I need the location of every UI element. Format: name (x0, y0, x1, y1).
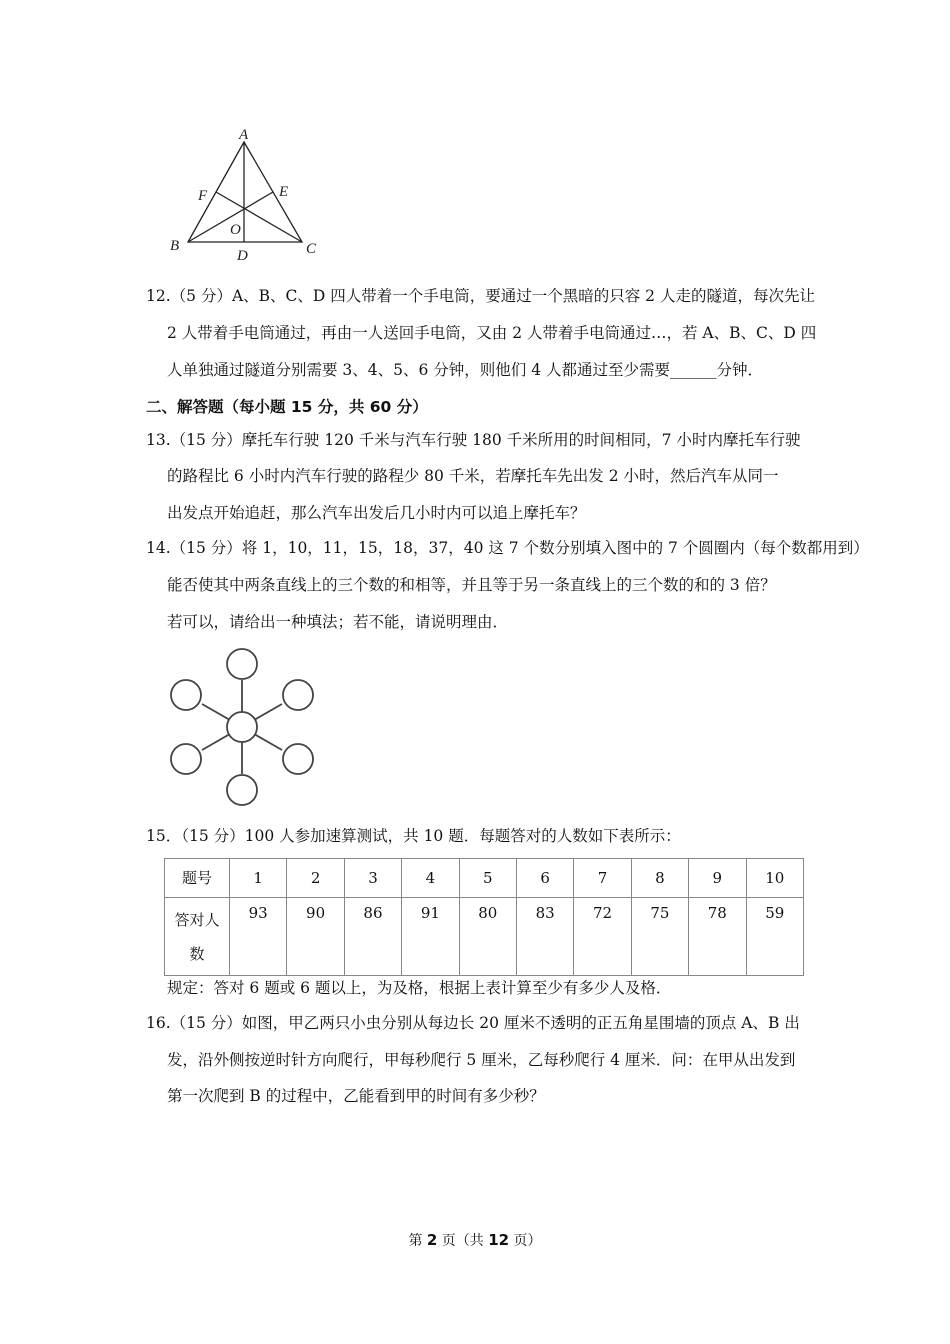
q15-line1: 15．（15 分）100 人参加速算测试，共 10 题．每题答对的人数如下表所示： (146, 827, 681, 845)
circle-bottom (227, 775, 257, 805)
label-c: C (306, 241, 317, 257)
table-col-4: 4 (402, 859, 459, 898)
table-header-label: 题号 (165, 859, 230, 898)
q12-line1: 12.（5 分）A、B、C、D 四人带着一个手电筒，要通过一个黑暗的只容 2 人走的隧道，每次先让 (146, 287, 815, 305)
q13-line1: 13.（15 分）摩托车行驶 120 千米与汽车行驶 180 千米所用的时间相同，7 小时内摩托车行驶 (146, 431, 801, 449)
table-value-4: 91 (402, 898, 459, 976)
table-col-7: 7 (574, 859, 631, 898)
circle-upper-left (171, 680, 201, 710)
page-footer: 第 2 页（共 12 页） (408, 1231, 542, 1249)
q16-line2: 发，沿外侧按逆时针方向爬行，甲每秒爬行 5 厘米，乙每秒爬行 4 厘米．问：在甲从出发到 (167, 1051, 796, 1069)
table-value-9: 78 (689, 898, 746, 976)
circle-top (227, 649, 257, 679)
q14-line3: 若可以，请给出一种填法；若不能，请说明理由． (167, 613, 509, 631)
q14-line1: 14.（15 分）将 1，10，11，15，18，37，40 这 7 个数分别填入图中的 7 个圆圈内（每个数都用到） (146, 539, 869, 557)
table-value-8: 75 (631, 898, 688, 976)
q15-rule: 规定：答对 6 题或 6 题以上，为及格，根据上表计算至少有多少人及格． (167, 979, 672, 997)
table-col-10: 10 (746, 859, 803, 898)
circle-lower-right (283, 744, 313, 774)
table-col-2: 2 (287, 859, 344, 898)
table-value-5: 80 (459, 898, 516, 976)
label-e: E (279, 184, 289, 200)
q13-line3: 出发点开始追赶，那么汽车出发后几小时内可以追上摩托车？ (167, 504, 586, 522)
triangle-figure (160, 122, 330, 267)
label-a: A (239, 127, 249, 143)
circles-figure (160, 640, 330, 815)
table-row-values (165, 898, 804, 976)
table-value-10: 59 (746, 898, 803, 976)
table-col-5: 5 (459, 859, 516, 898)
label-f: F (198, 188, 208, 204)
circle-center (227, 712, 257, 742)
q16-line3: 第一次爬到 B 的过程中，乙能看到甲的时间有多少秒？ (167, 1087, 545, 1105)
table-row-label: 答对人 数 (165, 898, 230, 976)
table-value-7: 72 (574, 898, 631, 976)
circle-lower-left (171, 744, 201, 774)
q14-line2: 能否使其中两条直线上的三个数的和相等，并且等于另一条直线上的三个数的和的 3 倍？ (167, 576, 776, 594)
q13-line2: 的路程比 6 小时内汽车行驶的路程少 80 千米，若摩托车先出发 2 小时，然后汽车从同一 (167, 467, 779, 485)
table-col-6: 6 (516, 859, 573, 898)
table-col-8: 8 (631, 859, 688, 898)
table-col-9: 9 (689, 859, 746, 898)
score-table (164, 858, 804, 976)
table-col-1: 1 (230, 859, 287, 898)
table-row-header (165, 859, 804, 898)
circle-upper-right (283, 680, 313, 710)
q12-line3: 人单独通过隧道分别需要 3、4、5、6 分钟，则他们 4 人都通过至少需要______分钟． (167, 361, 764, 379)
table-value-1: 93 (230, 898, 287, 976)
label-o: O (230, 222, 241, 238)
table-value-2: 90 (287, 898, 344, 976)
table-col-3: 3 (344, 859, 401, 898)
section-heading: 二、解答题（每小题 15 分，共 60 分） (146, 398, 428, 416)
q12-line2: 2 人带着手电筒通过，再由一人送回手电筒，又由 2 人带着手电筒通过…，若 A、B、C、D 四 (167, 324, 817, 342)
label-b: B (170, 238, 180, 254)
q16-line1: 16.（15 分）如图，甲乙两只小虫分别从每边长 20 厘米不透明的正五角星围墙的顶点 A、B 出 (146, 1014, 800, 1032)
label-d: D (237, 248, 248, 264)
table-value-6: 83 (516, 898, 573, 976)
table-value-3: 86 (344, 898, 401, 976)
